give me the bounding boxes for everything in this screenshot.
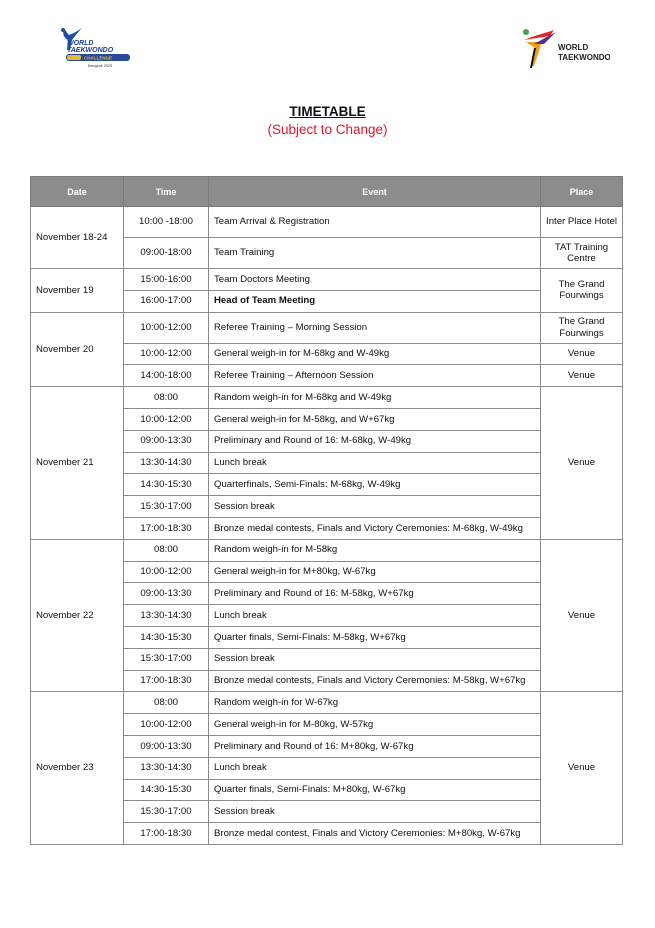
event-cell: General weigh-in for M-80kg, W-57kg <box>209 714 541 736</box>
event-cell: Team Arrival & Registration <box>209 207 541 238</box>
date-cell: November 22 <box>31 539 124 692</box>
timetable <box>30 176 623 845</box>
column-header-place: Place <box>541 177 623 207</box>
time-cell: 15:30-17:00 <box>124 801 209 823</box>
event-cell: Quarter finals, Semi-Finals: M-58kg, W+67kg <box>209 626 541 648</box>
time-cell: 17:00-18:30 <box>124 670 209 692</box>
time-cell: 08:00 <box>124 692 209 714</box>
time-cell: 14:30-15:30 <box>124 474 209 496</box>
event-cell: Random weigh-in for M-68kg and W-49kg <box>209 387 541 409</box>
column-header-event: Event <box>209 177 541 207</box>
place-cell: Venue <box>541 365 623 387</box>
time-cell: 08:00 <box>124 539 209 561</box>
place-cell: Venue <box>541 387 623 540</box>
table-row <box>31 539 623 561</box>
event-cell: Preliminary and Round of 16: M+80kg, W-67kg <box>209 735 541 757</box>
time-cell: 10:00-12:00 <box>124 714 209 736</box>
event-cell: Session break <box>209 801 541 823</box>
event-cell: Preliminary and Round of 16: M-58kg, W+67kg <box>209 583 541 605</box>
time-cell: 09:00-13:30 <box>124 430 209 452</box>
time-cell: 10:00-12:00 <box>124 312 209 343</box>
time-cell: 09:00-18:00 <box>124 238 209 269</box>
wt-gp-challenge-logo-icon <box>58 26 136 70</box>
event-cell: Quarterfinals, Semi-Finals: M-68kg, W-49kg <box>209 474 541 496</box>
time-cell: 10:00-12:00 <box>124 408 209 430</box>
event-cell: Session break <box>209 496 541 518</box>
event-cell: General weigh-in for M+80kg, W-67kg <box>209 561 541 583</box>
table-row <box>31 207 623 238</box>
svg-text:WORLD: WORLD <box>558 43 589 52</box>
time-cell: 15:30-17:00 <box>124 496 209 518</box>
world-taekwondo-logo <box>520 26 610 72</box>
time-cell: 13:30-14:30 <box>124 452 209 474</box>
event-cell: Lunch break <box>209 452 541 474</box>
event-cell: Session break <box>209 648 541 670</box>
time-cell: 10:00 -18:00 <box>124 207 209 238</box>
time-cell: 10:00-12:00 <box>124 343 209 365</box>
event-cell: Random weigh-in for W-67kg <box>209 692 541 714</box>
table-row <box>31 387 623 409</box>
time-cell: 14:00-18:00 <box>124 365 209 387</box>
date-cell: November 20 <box>31 312 124 387</box>
event-cell: Lunch break <box>209 757 541 779</box>
event-cell: Team Training <box>209 238 541 269</box>
svg-text:TAEKWONDO: TAEKWONDO <box>67 47 114 54</box>
event-cell: Bronze medal contests, Finals and Victory Ceremonies: M-68kg, W-49kg <box>209 517 541 539</box>
page-subtitle: (Subject to Change) <box>267 122 388 137</box>
time-cell: 17:00-18:30 <box>124 517 209 539</box>
svg-text:CHALLENGE: CHALLENGE <box>84 55 112 61</box>
date-cell: November 23 <box>31 692 124 845</box>
event-cell: Referee Training – Afternoon Session <box>209 365 541 387</box>
event-cell: Bronze medal contests, Finals and Victory Ceremonies: M-58kg, W+67kg <box>209 670 541 692</box>
event-cell: Random weigh-in for M-58kg <box>209 539 541 561</box>
place-cell: TAT Training Centre <box>541 238 623 269</box>
event-cell: Head of Team Meeting <box>209 290 541 312</box>
time-cell: 14:30-15:30 <box>124 626 209 648</box>
svg-text:WORLD: WORLD <box>67 40 94 47</box>
event-cell: Lunch break <box>209 605 541 627</box>
event-cell: Quarter finals, Semi-Finals: M+80kg, W-67kg <box>209 779 541 801</box>
event-cell: General weigh-in for M-58kg, and W+67kg <box>209 408 541 430</box>
event-cell: Referee Training – Morning Session <box>209 312 541 343</box>
place-cell: The Grand Fourwings <box>541 312 623 343</box>
table-row <box>31 692 623 714</box>
date-cell: November 18-24 <box>31 207 124 269</box>
time-cell: 09:00-13:30 <box>124 735 209 757</box>
wt-gp-challenge-logo <box>58 26 136 70</box>
place-cell: Venue <box>541 343 623 365</box>
time-cell: 08:00 <box>124 387 209 409</box>
table-row <box>31 312 623 343</box>
event-cell: General weigh-in for M-68kg and W-49kg <box>209 343 541 365</box>
column-header-time: Time <box>124 177 209 207</box>
date-cell: November 21 <box>31 387 124 540</box>
event-cell: Preliminary and Round of 16: M-68kg, W-49kg <box>209 430 541 452</box>
time-cell: 13:30-14:30 <box>124 605 209 627</box>
time-cell: 15:00-16:00 <box>124 269 209 291</box>
place-cell: Inter Place Hotel <box>541 207 623 238</box>
place-cell: Venue <box>541 692 623 845</box>
table-header-row <box>31 177 623 207</box>
time-cell: 13:30-14:30 <box>124 757 209 779</box>
time-cell: 17:00-18:30 <box>124 823 209 845</box>
svg-text:TAEKWONDO: TAEKWONDO <box>558 53 610 62</box>
event-cell: Bronze medal contest, Finals and Victory Ceremonies: M+80kg, W-67kg <box>209 823 541 845</box>
time-cell: 09:00-13:30 <box>124 583 209 605</box>
svg-text:Bangkok 2025: Bangkok 2025 <box>88 64 113 68</box>
time-cell: 10:00-12:00 <box>124 561 209 583</box>
place-cell: The Grand Fourwings <box>541 269 623 313</box>
time-cell: 14:30-15:30 <box>124 779 209 801</box>
event-cell: Team Doctors Meeting <box>209 269 541 291</box>
place-cell: Venue <box>541 539 623 692</box>
date-cell: November 19 <box>31 269 124 313</box>
time-cell: 16:00-17:00 <box>124 290 209 312</box>
world-taekwondo-logo-icon <box>520 26 610 72</box>
column-header-date: Date <box>31 177 124 207</box>
page-title: TIMETABLE <box>289 104 366 119</box>
table-row <box>31 269 623 291</box>
time-cell: 15:30-17:00 <box>124 648 209 670</box>
